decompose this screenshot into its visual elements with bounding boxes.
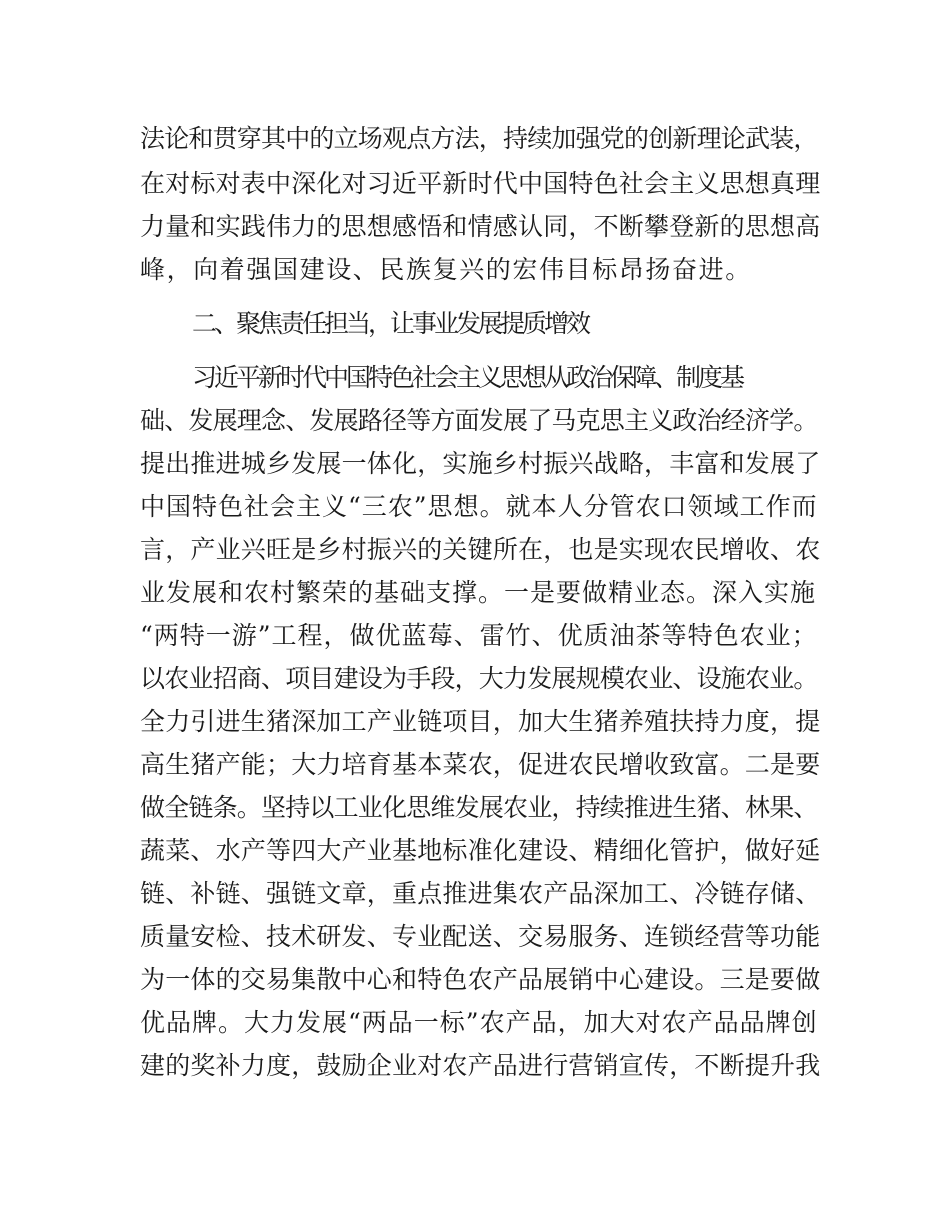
text-line: 优品牌。大力发展“两品一标”农产品，加大对农产品品牌创 — [140, 1008, 818, 1037]
text-line: 习近平新时代中国特色社会主义思想从政治保障、制度基 — [192, 363, 743, 392]
text-line: 全力引进生猪深加工产业链项目，加大生猪养殖扶持力度，提 — [140, 707, 821, 736]
text-line: 高生猪产能；大力培育基本菜农，促进农民增收致富。二是要 — [140, 750, 821, 779]
section-heading: 二、聚焦责任担当，让事业发展提质增效 — [192, 309, 589, 338]
text-line: 建的奖补力度，鼓励企业对农产品进行营销宣传，不断提升我 — [140, 1051, 821, 1080]
text-line: 峰，向着强国建设、民族复兴的宏伟目标昂扬奋进。 — [140, 255, 752, 284]
text-line: 提出推进城乡发展一体化，实施乡村振兴战略，丰富和发展了 — [140, 449, 821, 478]
text-line: “两特一游”工程，做优蓝莓、雷竹、优质油茶等特色农业； — [140, 621, 818, 650]
text-line: 业发展和农村繁荣的基础支撑。一是要做精业态。深入实施 — [140, 578, 817, 607]
text-line: 以农业招商、项目建设为手段，大力发展规模农业、设施农业。 — [140, 664, 818, 693]
text-line: 链、补链、强链文章，重点推进集农产品深加工、冷链存储、 — [140, 879, 821, 908]
text-line: 为一体的交易集散中心和特色农产品展销中心建设。三是要做 — [140, 965, 821, 994]
text-line: 中国特色社会主义“三农”思想。就本人分管农口领域工作而 — [140, 492, 818, 521]
text-line: 言，产业兴旺是乡村振兴的关键所在，也是实现农民增收、农 — [140, 535, 821, 564]
text-line: 础、发展理念、发展路径等方面发展了马克思主义政治经济学。 — [140, 406, 818, 435]
text-line: 质量安检、技术研发、专业配送、交易服务、连锁经营等功能 — [140, 922, 821, 951]
text-line: 在对标对表中深化对习近平新时代中国特色社会主义思想真理 — [140, 169, 821, 198]
text-line: 法论和贯穿其中的立场观点方法，持续加强党的创新理论武装， — [140, 124, 818, 153]
text-line: 力量和实践伟力的思想感悟和情感认同，不断攀登新的思想高 — [140, 212, 821, 241]
text-line: 蔬菜、水产等四大产业基地标准化建设、精细化管护，做好延 — [140, 836, 821, 865]
text-line: 做全链条。坚持以工业化思维发展农业，持续推进生猪、林果、 — [140, 793, 818, 822]
